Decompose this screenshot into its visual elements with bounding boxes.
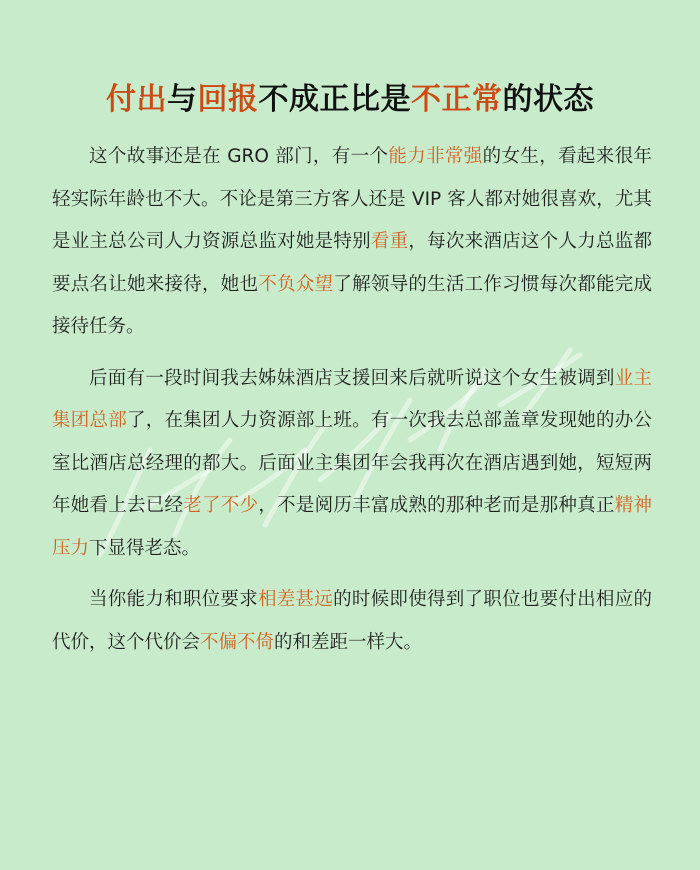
title-highlight: 付出	[106, 82, 167, 117]
paragraph-highlight: 不偏不倚	[200, 631, 275, 653]
paragraph-text: 了解领导的生活工作习惯每次都能完成接待任务。	[52, 273, 652, 337]
article-body	[52, 136, 652, 673]
paragraph-text: 了，在集团人力资源部上班。有一次我去总部盖章发现她的办公室比酒店总经理的都大。后面业主集团年会我再次在酒店遇到她，短短两年她看上去已经	[52, 410, 652, 516]
paragraph-text: 下显得老态。	[89, 537, 201, 559]
paragraph-text: 当你能力和职位要求	[89, 589, 258, 610]
paragraph-highlight: 能力非常强	[388, 146, 483, 167]
paragraph-highlight: 相差甚远	[257, 589, 334, 610]
title-highlight: 回报	[197, 82, 259, 117]
paragraph-highlight: 精神压力	[52, 495, 652, 559]
article-title	[0, 78, 700, 122]
paragraph-text: 的时候即使得到了职位也要付出相应的代价，这个代价会	[52, 589, 652, 653]
paragraph-1	[52, 136, 652, 349]
title-text: 不成正比是	[258, 82, 411, 117]
paragraph-text: ，不是阅历丰富成熟的那种老而是那种真正	[258, 495, 615, 516]
paragraph-text: 的和差距一样大。	[274, 631, 423, 653]
paragraph-text: 的女生，看起来很年轻实际年龄也不大。不论是第三方客人还是 VIP 客人都对她很喜欢，尤其是业主总公司人力资源总监对她是特别	[52, 146, 652, 252]
paragraph-text: 这个故事还是在 GRO 部门，有一个	[89, 146, 389, 167]
paragraph-highlight: 不负众望	[258, 273, 334, 295]
title-highlight: 不正常	[411, 82, 503, 117]
paragraph-highlight: 老了不少	[183, 495, 259, 516]
paragraph-text: ，每次来酒店这个人力总监都要点名让她来接待，她也	[52, 231, 652, 295]
title-text: 与	[167, 82, 198, 117]
title-text: 的状态	[502, 82, 594, 117]
paragraph-3	[52, 579, 652, 664]
paragraph-2	[52, 358, 652, 571]
paragraph-highlight: 看重	[370, 231, 409, 252]
paragraph-text: 后面有一段时间我去姊妹酒店支援回来后就听说这个女生被调到	[89, 367, 615, 389]
paragraph-highlight: 业主集团总部	[52, 367, 652, 431]
